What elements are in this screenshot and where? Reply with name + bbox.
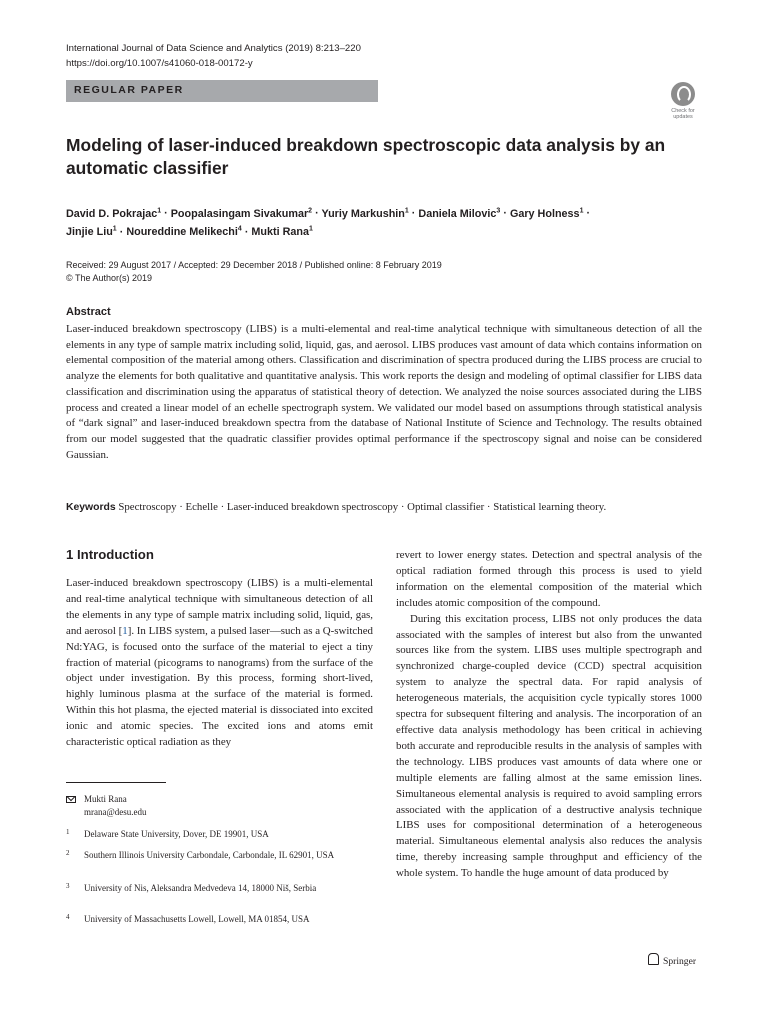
author[interactable]: Mukti Rana$^1$ xyxy=(251,225,313,239)
publication-dates xyxy=(66,259,442,285)
journal-header xyxy=(66,41,361,71)
article-type-banner xyxy=(66,80,378,102)
envelope-icon xyxy=(66,796,76,803)
abstract-heading: Abstract xyxy=(66,306,111,318)
check-updates-text: Check for updates xyxy=(671,108,695,120)
paragraph: revert to lower energy states. Detection and spectral analysis of the optical radiation formed through this process is used to yield information on the elemental composition of the material which includes atomic composition of the compound. xyxy=(396,549,702,609)
footnote-divider xyxy=(66,782,166,783)
springer-horse-icon xyxy=(648,953,659,965)
abstract-text: Laser-induced breakdown spectroscopy (LIBS) is a multi-elemental and real-time analytical technique with simultaneous detection of all the elements in any type of sample matrix including solid, liquid, gas, and aerosol. LIBS produces vast amount of data which contains information on elemental composition of the material among others. Classification and discrimination of spectra produced during the LIBS process are crucial to analyze the elements for both qualitative and quantitative analysis. This work reports the design and modeling of optimal classifier for LIBS data classification and discrimination using the apparatus of statistical theory of detection. We analyzed the noise sources associated during the LIBS process and created a linear model of an echelle spectrograph system. We validated our model based on assumptions through statistical analysis of “dark signal” and laser-induced breakdown spectra from the database of National Institute of Science and Technology. The results obtained from our model suggested that the quadratic classifier provides optimal performance if the spectroscopy signal and noise can be considered Gaussian. xyxy=(66,323,702,461)
check-for-updates-badge[interactable] xyxy=(664,82,702,124)
citation-link[interactable]: 1 xyxy=(122,624,128,637)
paper-title: Modeling of laser-induced breakdown spectroscopic data analysis by an automatic classifier xyxy=(66,135,666,178)
author[interactable]: David D. Pokrajac$^1$ xyxy=(66,207,162,220)
author-list: David D. Pokrajac$^1$ · Poopalasingam Sivakumar$^2$ · Yuriy Markushin$^1$ · Daniela Milovic$^3$ · Gary Holness$^1$ · Jinjie Liu$^1$ · Noureddine Melikechi$^4$ · Mukti Rana$^1$ xyxy=(66,207,591,239)
keywords-text: Spectroscopy · Echelle · Laser-induced breakdown spectroscopy · Optimal classifier · Statistical learning theory. xyxy=(118,501,607,513)
article-type-label: REGULAR PAPER xyxy=(74,84,184,96)
publisher-logo xyxy=(648,953,696,967)
author[interactable]: Poopalasingam Sivakumar$^2$ xyxy=(170,207,313,220)
contact-email[interactable]: mrana@desu.edu xyxy=(84,806,147,817)
date-history: Received: 29 August 2017 / Accepted: 29 December 2018 / Published online: 8 February 2019 xyxy=(66,260,442,270)
author[interactable]: Gary Holness$^1$ xyxy=(509,207,584,220)
intro-column-right xyxy=(396,548,702,882)
doi-link[interactable]: https://doi.org/10.1007/s41060-018-00172-y xyxy=(66,58,253,69)
author[interactable]: Daniela Milovic$^3$ xyxy=(418,207,501,220)
contact-name: Mukti Rana xyxy=(84,794,127,804)
keywords xyxy=(66,500,706,515)
intro-column-left: Laser-induced breakdown spectroscopy (LIBS) is a multi-elemental and real-time analytical technique with simultaneous detection of all the elements in any type of sample matrix including solid, liquid, gas, and aerosol [1]. In LIBS system, a pulsed laser—such as a Q-switched Nd:YAG, is focused onto the surface of the material to eject a tiny fraction of material (picograms to nanograms) from the surface of the object under investigation. By this process, forming short-lived, highly luminous plasma at the surface of the material is formed. Within this hot plasma, the ejected material is dissociated into excited ionic and atomic species. The excited ions and atoms emit characteristic optical radiation as they xyxy=(66,577,373,749)
paragraph: During this excitation process, LIBS not only produces the data associated with the samples of interest but also from the unwanted sources like from the system. LIBS uses multiple spectrograph and synchronized charge-coupled device (CCD) spectral acquisition system to analyze the spectral data. For rapid analysis of heterogeneous materials, the acquisition cycle typically stores 1000 spectra for subsequent filtering and analysis. The incorporation of an effective data analysis methodology has been critical in achieving both accurate and reproducible results in the analysis of samples with the technology. LIBS produces vast amounts of data where one or multiple elements are falling almost at the same emission lines. Simultaneous elemental analysis is required to avoid sampling errors associated with the application of a destructive analysis technique LIBS uses for compositional determination of a heterogeneous material. Simultaneous elemental analysis also reduces the analysis time, thereby increasing sample throughput and efficiency of the whole system. To handle the huge amount of data produced by xyxy=(396,612,702,880)
keywords-label: Keywords xyxy=(66,502,116,513)
check-updates-icon xyxy=(671,82,695,106)
author[interactable]: Noureddine Melikechi$^4$ xyxy=(126,225,242,239)
journal-citation: International Journal of Data Science and Analytics (2019) 8:213–220 xyxy=(66,43,361,54)
section-heading-introduction: 1 Introduction xyxy=(66,547,154,562)
copyright: © The Author(s) 2019 xyxy=(66,273,153,283)
author[interactable]: Jinjie Liu$^1$ xyxy=(66,225,117,239)
publisher-name: Springer xyxy=(663,956,697,967)
author[interactable]: Yuriy Markushin$^1$ xyxy=(321,207,409,220)
